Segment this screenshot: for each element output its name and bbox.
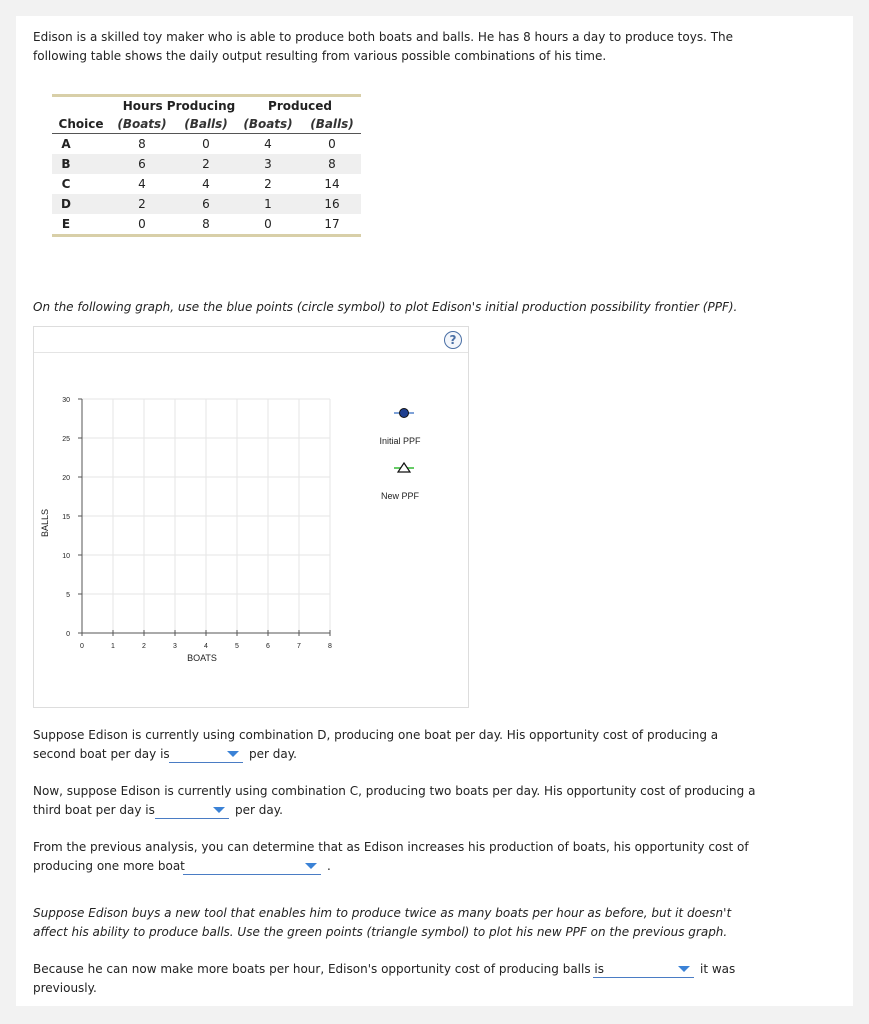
header-hours-balls: (Balls) [184,117,228,131]
choice-cell: B [61,157,71,171]
y-tick-label: 5 [66,592,70,599]
prod-balls-cell: 14 [324,177,340,191]
prod-boats-cell: 3 [264,157,272,171]
x-axis-label: BOATS [187,653,217,663]
hours-boats-cell: 4 [138,177,146,191]
header-prod-boats: (Boats) [243,117,293,131]
x-tick-label: 4 [204,643,208,650]
prod-balls-cell: 0 [328,137,336,151]
x-tick-label: 5 [235,643,239,650]
x-tick-label: 6 [266,643,270,650]
new-tool-line-1: Suppose Edison buys a new tool that enables him to produce twice as many boats per hour as before, but it doesn't [33,906,732,920]
intro-line-1: Edison is a skilled toy maker who is able to produce both boats and balls. He has 8 hours a day to produce toys. The [33,30,734,44]
ppf-graph[interactable] [34,327,468,707]
intro-text [33,28,753,66]
hours-balls-cell: 0 [202,137,210,151]
x-tick-label: 2 [142,643,146,650]
output-table [52,94,361,237]
q1-line-1: Suppose Edison is currently using combination D, producing one boat per day. His opportunity cost of producing a [33,728,719,742]
help-icon[interactable]: ? [444,331,462,349]
header-produced: Produced [268,99,332,113]
graph-tool[interactable] [33,326,469,708]
q4-prefix: Because he can now make more boats per hour, Edison's opportunity cost of producing balls is [33,962,605,976]
table-group-header [52,97,361,115]
header-hours-boats: (Boats) [117,117,167,131]
prod-boats-cell: 2 [264,177,272,191]
y-axis-label: BALLS [40,508,50,538]
q2-answer-dropdown[interactable] [155,801,229,819]
table-row [52,214,361,234]
hours-boats-cell: 2 [138,197,146,211]
legend-initial-ppf[interactable] [379,409,421,447]
hours-balls-cell: 4 [202,177,210,191]
new-tool-line-2: affect his ability to produce balls. Use the green points (triangle symbol) to plot his new PPF on the previous graph. [33,925,728,939]
x-tick-label: 0 [80,643,84,650]
y-tick-label: 30 [62,397,70,404]
chevron-down-icon [305,863,317,869]
q1-answer-dropdown[interactable] [169,745,243,763]
circle-point-icon[interactable] [400,409,409,418]
hours-boats-cell: 0 [138,217,146,231]
header-prod-balls: (Balls) [310,117,354,131]
prod-balls-cell: 17 [324,217,340,231]
q3-prefix: producing one more boat [33,859,185,873]
q1-prefix: second boat per day is [33,747,170,761]
choice-cell: C [61,177,71,191]
table-row [52,154,361,174]
prod-boats-cell: 4 [264,137,272,151]
intro-line-2: following table shows the daily output resulting from various possible combinations of his time. [33,49,607,63]
question-card [16,16,853,1006]
legend-new-ppf[interactable] [381,463,420,501]
table-column-header [52,115,361,134]
new-tool-text [33,904,833,942]
x-tick-label: 3 [173,643,177,650]
y-tick-label: 20 [62,475,70,482]
hours-balls-cell: 2 [202,157,210,171]
chevron-down-icon [213,807,225,813]
choice-cell: A [61,137,71,151]
q3-suffix: . [327,859,331,873]
choice-cell: E [61,217,71,231]
y-tick-label: 0 [66,631,70,638]
table-row [52,174,361,194]
hours-boats-cell: 8 [138,137,146,151]
legend-new-label: New PPF [380,491,420,501]
q4-line-2: previously. [33,981,97,995]
chevron-down-icon [678,966,690,972]
x-tick-label: 7 [297,643,301,650]
hours-boats-cell: 6 [138,157,146,171]
header-hours-producing: Hours Producing [122,99,236,113]
prod-balls-cell: 16 [324,197,340,211]
q4-suffix: it was [700,962,736,976]
prod-boats-cell: 1 [264,197,272,211]
q3-line-1: From the previous analysis, you can determine that as Edison increases his production of boats, his opportunity cost of [33,840,749,854]
q2-prefix: third boat per day is [33,803,155,817]
legend-initial-label: Initial PPF [379,436,421,446]
q3-answer-dropdown[interactable] [183,857,321,875]
hours-balls-cell: 8 [202,217,210,231]
x-tick-label: 8 [328,643,332,650]
chevron-down-icon [227,751,239,757]
q4-answer-dropdown[interactable] [593,960,694,978]
prod-balls-cell: 8 [328,157,336,171]
header-choice: Choice [58,117,104,131]
q2-line-1: Now, suppose Edison is currently using combination C, producing two boats per day. His opportunity cost of producing a [33,784,756,798]
q1-suffix: per day. [249,747,297,761]
hours-balls-cell: 6 [202,197,210,211]
table-row [52,194,361,214]
x-tick-label: 1 [111,643,115,650]
y-tick-label: 15 [62,514,70,521]
y-tick-label: 10 [62,553,70,560]
q2-suffix: per day. [235,803,283,817]
prod-boats-cell: 0 [264,217,272,231]
graph-instruction: On the following graph, use the blue points (circle symbol) to plot Edison's initial production possibility frontier (PPF). [33,300,738,314]
y-tick-label: 25 [62,436,70,443]
y-ticks [62,397,82,638]
choice-cell: D [61,197,71,211]
table-row [52,134,361,154]
